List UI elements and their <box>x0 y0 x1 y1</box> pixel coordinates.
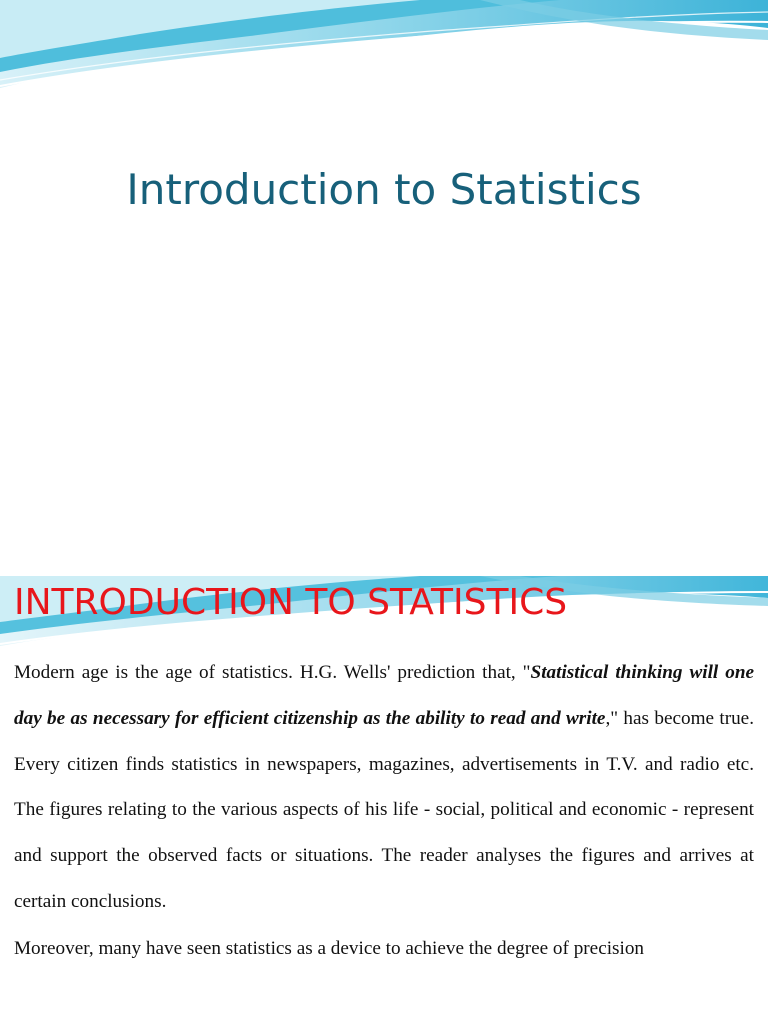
wave-decoration <box>0 0 768 100</box>
paragraph <box>14 650 754 925</box>
paragraph-text: Modern age is the age of statistics. H.G. Wells' prediction that, " <box>14 662 531 683</box>
paragraph-text: ," has become true. Every citizen finds statistics in newspapers, magazines, advertisements in T.V. and radio etc. The figures relating to the various aspects of his life - social, political and economic - represent and support the observed facts or situations. The reader analyses the figures and arrives at certain conclusions. <box>14 707 754 912</box>
wells-quote: Statistical thinking will one day be as necessary for efficient citizenship as the ability to read and write <box>14 662 755 729</box>
body-text <box>14 650 754 969</box>
section-heading: INTRODUCTION TO STATISTICS <box>14 582 568 623</box>
slide-title: Introduction to Statistics <box>126 165 642 214</box>
paragraph: Moreover, many have seen statistics as a device to achieve the degree of precision <box>14 937 645 959</box>
slide-2 <box>0 576 768 1024</box>
